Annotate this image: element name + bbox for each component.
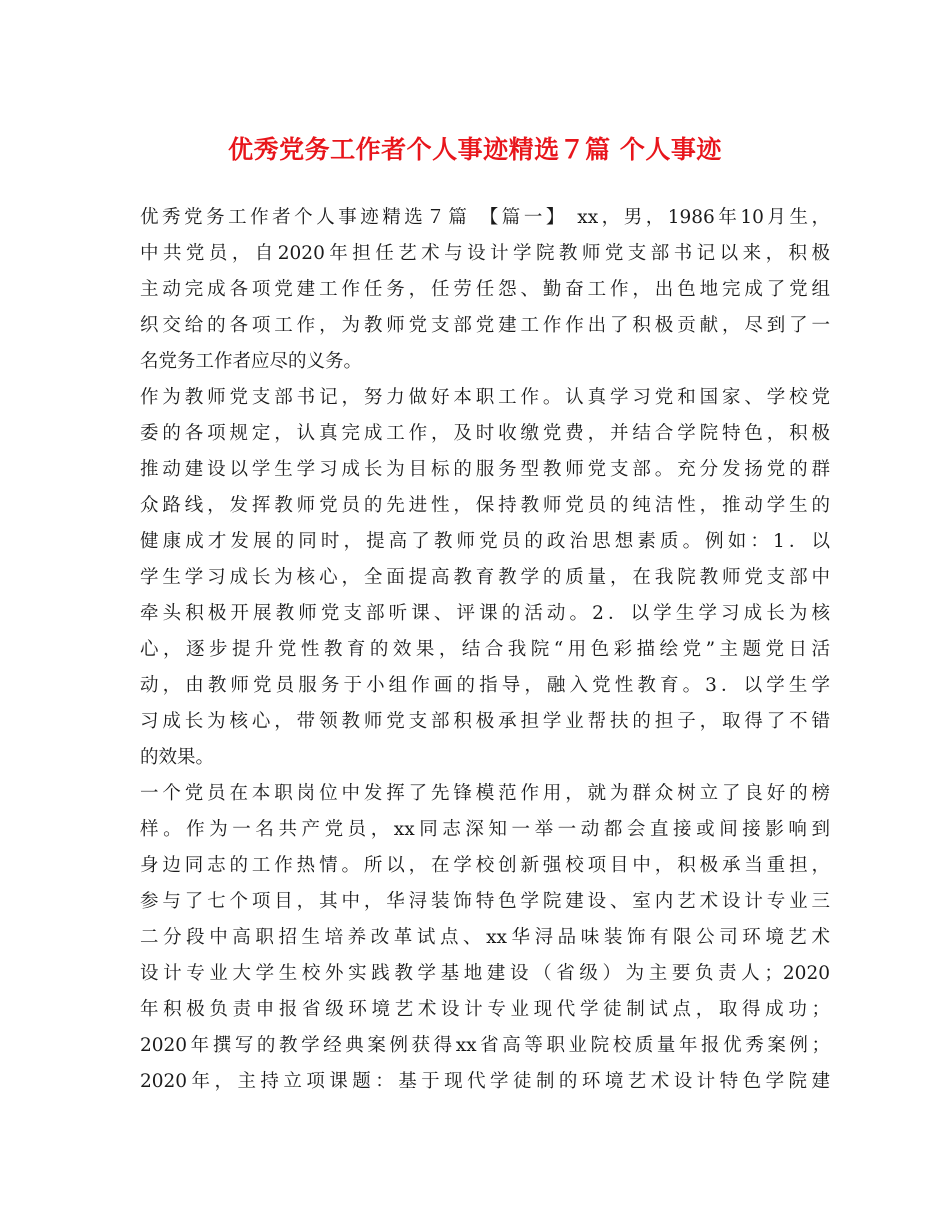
text-line: 年积极负责申报省级环境艺术设计专业现代学徒制试点，取得成功； bbox=[140, 999, 830, 1020]
text-line: 委的各项规定，认真完成工作，及时收缴党费，并结合学院特色，积极 bbox=[140, 423, 830, 444]
text-line: 名党务工作者应尽的义务。 bbox=[140, 351, 363, 372]
text-line: 牵头积极开展教师党支部听课、评课的活动。2．以学生学习成长为核 bbox=[140, 603, 830, 624]
text-line: 习成长为核心，带领教师党支部积极承担学业帮扶的担子，取得了不错 bbox=[140, 711, 830, 732]
text-line: 健康成才发展的同时，提高了教师党员的政治思想素质。例如：1．以 bbox=[140, 531, 830, 552]
text-line: 推动建设以学生学习成长为目标的服务型教师党支部。充分发扬党的群 bbox=[140, 459, 830, 480]
text-line: 学生学习成长为核心，全面提高教育教学的质量，在我院教师党支部中 bbox=[140, 567, 830, 588]
text-line: 主动完成各项党建工作任务，任劳任怨、勤奋工作，出色地完成了党组 bbox=[140, 279, 830, 300]
text-line: 心，逐步提升党性教育的效果，结合我院“用色彩描绘党”主题党日活 bbox=[140, 639, 830, 660]
document-body bbox=[140, 200, 830, 1100]
text-line: 一个党员在本职岗位中发挥了先锋模范作用，就为群众树立了良好的榜 bbox=[140, 783, 830, 804]
document-title: 优秀党务工作者个人事迹精选７篇 个人事迹 bbox=[228, 135, 722, 164]
text-line: 动，由教师党员服务于小组作画的指导，融入党性教育。3．以学生学 bbox=[140, 675, 830, 696]
text-line: 优秀党务工作者个人事迹精选７篇 【篇一】 xx，男，1986年10月生， bbox=[140, 207, 830, 228]
text-line: 2020年，主持立项课题：基于现代学徒制的环境艺术设计特色学院建 bbox=[140, 1071, 830, 1092]
text-line: 设计专业大学生校外实践教学基地建设（省级）为主要负责人；2020 bbox=[140, 963, 830, 984]
text-line: 的效果。 bbox=[140, 747, 215, 768]
text-line: 二分段中高职招生培养改革试点、xx华浔品味装饰有限公司环境艺术 bbox=[140, 927, 830, 948]
text-line: 作为教师党支部书记，努力做好本职工作。认真学习党和国家、学校党 bbox=[140, 387, 830, 408]
text-line: 样。作为一名共产党员，xx同志深知一举一动都会直接或间接影响到 bbox=[140, 819, 830, 840]
text-line: 身边同志的工作热情。所以，在学校创新强校项目中，积极承当重担， bbox=[140, 855, 830, 876]
text-line: 众路线，发挥教师党员的先进性，保持教师党员的纯洁性，推动学生的 bbox=[140, 495, 830, 516]
text-line: 参与了七个项目，其中，华浔装饰特色学院建设、室内艺术设计专业三 bbox=[140, 891, 830, 912]
text-line: 2020年撰写的教学经典案例获得xx省高等职业院校质量年报优秀案例； bbox=[140, 1035, 830, 1056]
text-line: 织交给的各项工作，为教师党支部党建工作作出了积极贡献，尽到了一 bbox=[140, 315, 830, 336]
text-line: 中共党员，自2020年担任艺术与设计学院教师党支部书记以来，积极 bbox=[140, 243, 830, 264]
